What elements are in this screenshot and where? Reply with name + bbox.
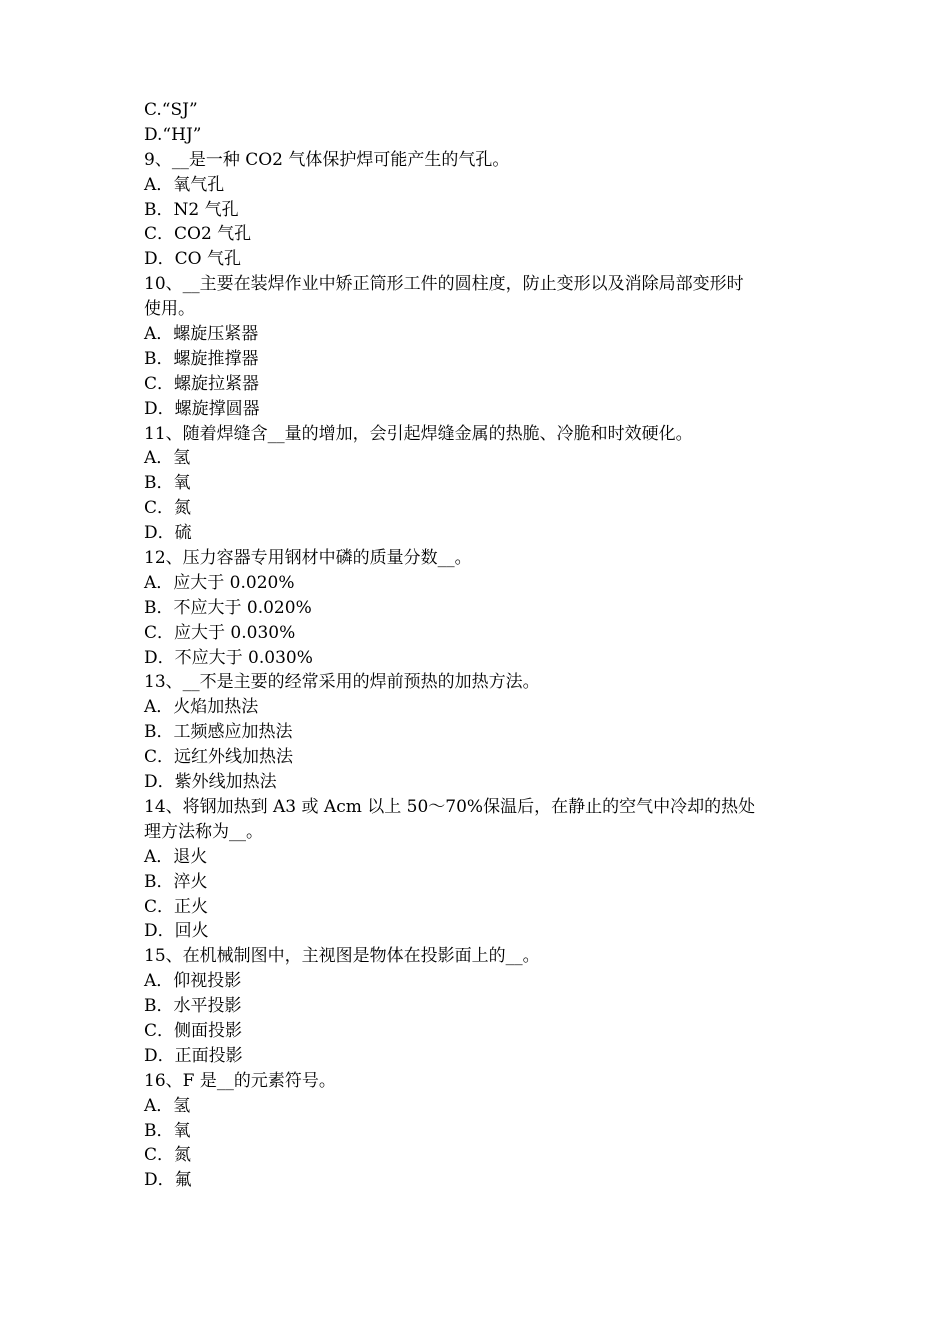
- question-line: 13、__不是主要的经常采用的焊前预热的加热方法。: [144, 672, 540, 693]
- question-line: 15、在机械制图中，主视图是物体在投影面上的__。: [144, 946, 540, 967]
- option-line: D．硫: [144, 523, 192, 544]
- question-line: 使用。: [144, 299, 195, 320]
- option-line: A．仰视投影: [144, 971, 242, 992]
- option-line: C．应大于 0.030%: [144, 622, 296, 643]
- option-line: B．螺旋推撑器: [144, 348, 259, 369]
- question-line: 11、随着焊缝含__量的增加，会引起焊缝金属的热脆、冷脆和时效硬化。: [144, 423, 693, 444]
- option-line: B．氧: [144, 1120, 191, 1141]
- option-line: C．正火: [144, 896, 209, 917]
- question-line: 10、__主要在装焊作业中矫正筒形工件的圆柱度，防止变形以及消除局部变形时: [144, 274, 744, 295]
- option-line: C．远红外线加热法: [144, 747, 294, 768]
- option-line: D．回火: [144, 921, 209, 942]
- option-line: A．氢: [144, 1095, 191, 1116]
- option-line: A．应大于 0.020%: [144, 572, 295, 593]
- question-line: 12、压力容器专用钢材中磷的质量分数__。: [144, 548, 472, 569]
- option-line: C．氮: [144, 1145, 192, 1166]
- option-line: D．正面投影: [144, 1045, 243, 1066]
- option-line: D．氟: [144, 1170, 192, 1191]
- option-line: C．侧面投影: [144, 1020, 243, 1041]
- option-line: B．水平投影: [144, 996, 242, 1017]
- option-line: C．氮: [144, 498, 192, 519]
- question-line: 理方法称为__。: [144, 821, 263, 842]
- option-line: A．火焰加热法: [144, 697, 259, 718]
- question-line: 9、__是一种 CO2 气体保护焊可能产生的气孔。: [144, 149, 510, 170]
- option-line: C．螺旋拉紧器: [144, 373, 260, 394]
- option-line: C.“SJ”: [144, 100, 198, 120]
- option-line: D．紫外线加热法: [144, 772, 277, 793]
- option-line: D．不应大于 0.030%: [144, 647, 313, 668]
- option-line: B．氧: [144, 473, 191, 494]
- question-line: 14、将钢加热到 A3 或 Acm 以上 50～70%保温后，在静止的空气中冷却的热处: [144, 796, 756, 817]
- option-line: B．N2 气孔: [144, 199, 239, 220]
- option-line: C．CO2 气孔: [144, 224, 252, 245]
- option-line: B．淬火: [144, 871, 208, 892]
- question-line: 16、F 是__的元素符号。: [144, 1070, 336, 1091]
- option-line: A．氧气孔: [144, 174, 225, 195]
- option-line: A．氢: [144, 448, 191, 469]
- option-line: A．螺旋压紧器: [144, 324, 259, 345]
- document-page: [144, 98, 814, 1193]
- option-line: D.“HJ”: [144, 124, 202, 145]
- option-line: A．退火: [144, 846, 208, 867]
- option-line: D．螺旋撑圆器: [144, 398, 260, 419]
- option-line: D．CO 气孔: [144, 249, 241, 270]
- option-line: B．不应大于 0.020%: [144, 597, 312, 618]
- option-line: B．工频感应加热法: [144, 722, 293, 743]
